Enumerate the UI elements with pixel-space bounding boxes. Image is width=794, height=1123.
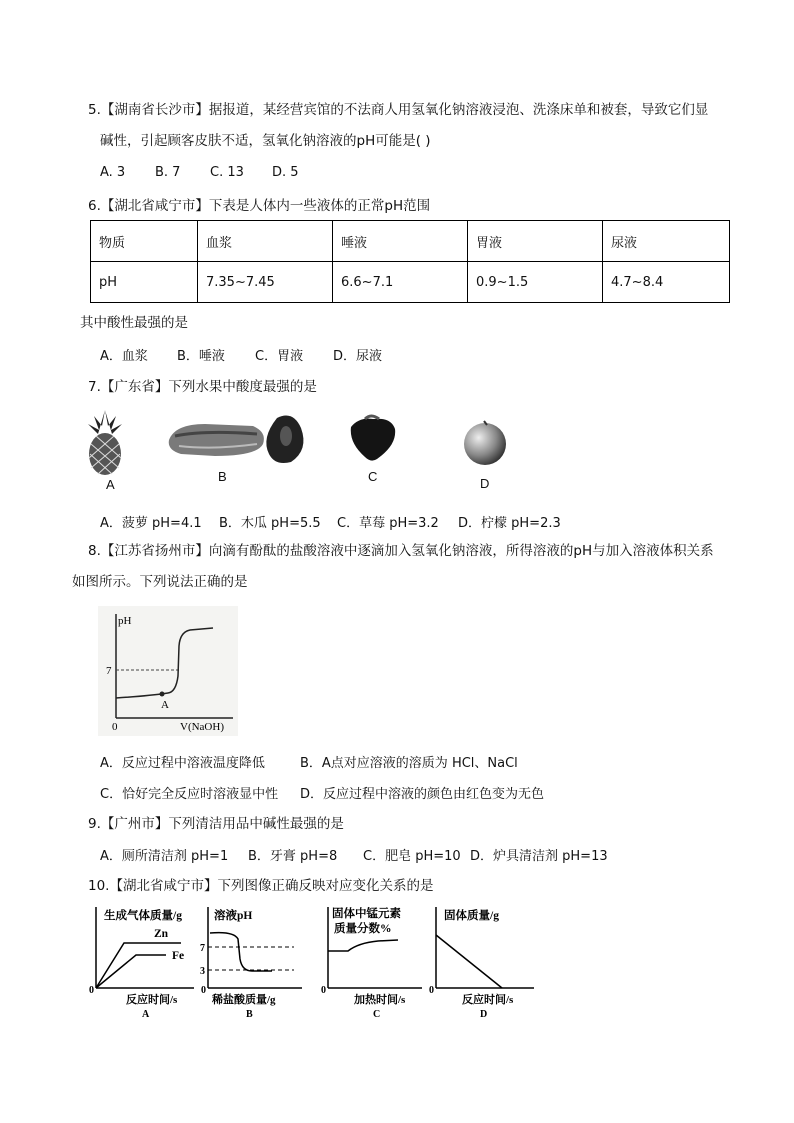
graph-a-ylabel: 生成气体质量/g <box>104 910 182 922</box>
q6-option-c: C．胃液 <box>255 349 304 364</box>
q9-option-b: B．牙膏 pH=8 <box>248 849 338 864</box>
fruit-caption-c: C <box>368 469 378 484</box>
q6-title: 6.【湖北省咸宁市】下表是人体内一些液体的正常pH范围 <box>88 198 431 214</box>
graph-b-ylabel: 溶液pH <box>214 910 253 922</box>
graph-d-origin: 0 <box>429 985 434 996</box>
mn-fraction-line <box>328 940 398 951</box>
table-cell: 7.35~7.45 <box>198 262 333 303</box>
graph-c-ylabel-2: 质量分数% <box>334 923 392 935</box>
graph-c <box>318 903 426 1021</box>
strawberry-image <box>345 413 401 463</box>
ph-graph-ylabel: pH <box>118 615 132 627</box>
q5-option-a: A. 3 <box>100 165 126 180</box>
q8-option-c: C．恰好完全反应时溶液显中性 <box>100 787 279 802</box>
table-cell: 物质 <box>91 221 198 262</box>
q7-option-a: A．菠萝 pH=4.1 <box>100 516 202 531</box>
graph-b <box>198 903 306 1021</box>
q5-option-c: C. 13 <box>210 165 244 180</box>
table-cell: 胃液 <box>468 221 603 262</box>
graph-a-origin: 0 <box>89 985 94 996</box>
q6-option-d: D．尿液 <box>333 349 383 364</box>
fruit-caption-b: B <box>218 469 227 484</box>
point-a <box>160 692 165 697</box>
ph-graph-y7: 7 <box>106 665 112 677</box>
table-cell: 唾液 <box>333 221 468 262</box>
ph-graph-point-label: A <box>161 699 169 711</box>
q9-option-a: A．厕所清洁剂 pH=1 <box>100 849 229 864</box>
ph-graph-xlabel: V(NaOH) <box>180 721 224 733</box>
fruit-caption-a: A <box>106 477 115 492</box>
table-cell: 4.7~8.4 <box>603 262 730 303</box>
fruit-caption-d: D <box>480 476 490 491</box>
q5-line2: 碱性，引起顾客皮肤不适，氢氧化钠溶液的pH可能是( ) <box>100 133 431 149</box>
graph-b-origin: 0 <box>201 985 206 996</box>
table-cell: pH <box>91 262 198 303</box>
table-cell: 尿液 <box>603 221 730 262</box>
q7-title: 7.【广东省】下列水果中酸度最强的是 <box>88 379 317 395</box>
q6-option-b: B．唾液 <box>177 349 225 364</box>
lemon-image <box>460 417 510 467</box>
q9-option-d: D．炉具清洁剂 pH=13 <box>470 849 608 864</box>
ph-curve <box>210 933 272 971</box>
pineapple-image <box>82 408 128 476</box>
graph-a-tag: A <box>142 1009 150 1020</box>
ph-titration-graph <box>98 606 238 736</box>
q9-option-c: C．肥皂 pH=10 <box>363 849 461 864</box>
q9-title: 9.【广州市】下列清洁用品中碱性最强的是 <box>88 816 344 832</box>
graph-a-zn-label: Zn <box>154 928 169 940</box>
q8-line1: 8.【江苏省扬州市】向滴有酚酞的盐酸溶液中逐滴加入氢氧化钠溶液，所得溶液的pH与加入溶液体积关系 <box>88 543 714 559</box>
q8-option-a: A．反应过程中溶液温度降低 <box>100 756 265 771</box>
graph-b-y7: 7 <box>200 943 205 954</box>
graph-b-xlabel: 稀盐酸质量/g <box>212 994 276 1006</box>
graph-c-origin: 0 <box>321 985 326 996</box>
q5-option-d: D. 5 <box>272 165 299 180</box>
graph-c-tag: C <box>373 1009 381 1020</box>
graph-a-fe-label: Fe <box>172 950 185 962</box>
graph-b-y3: 3 <box>200 966 205 977</box>
table-cell: 0.9~1.5 <box>468 262 603 303</box>
graph-c-xlabel: 加热时间/s <box>354 994 406 1006</box>
q7-option-c: C．草莓 pH=3.2 <box>337 516 439 531</box>
ph-table <box>90 220 730 303</box>
solid-mass-line <box>436 935 502 988</box>
papaya-image <box>165 410 310 468</box>
q6-after: 其中酸性最强的是 <box>80 315 188 331</box>
zn-line <box>96 943 181 988</box>
q7-option-b: B．木瓜 pH=5.5 <box>219 516 321 531</box>
q8-option-d: D．反应过程中溶液的颜色由红色变为无色 <box>300 787 545 802</box>
table-row <box>91 221 730 262</box>
table-row <box>91 262 730 303</box>
graph-d-ylabel: 固体质量/g <box>444 910 499 922</box>
q8-line2: 如图所示。下列说法正确的是 <box>72 574 248 590</box>
table-cell: 6.6~7.1 <box>333 262 468 303</box>
graph-a <box>86 903 198 1021</box>
ph-graph-origin: 0 <box>112 721 118 733</box>
graph-d-tag: D <box>480 1009 488 1020</box>
q7-option-d: D．柠檬 pH=2.3 <box>458 516 561 531</box>
q10-title: 10.【湖北省咸宁市】下列图像正确反映对应变化关系的是 <box>88 878 434 894</box>
q6-option-a: A．血浆 <box>100 349 148 364</box>
graph-d-xlabel: 反应时间/s <box>462 994 514 1006</box>
graph-a-xlabel: 反应时间/s <box>126 994 178 1006</box>
graph-b-tag: B <box>246 1009 253 1020</box>
q5-option-b: B. 7 <box>155 165 181 180</box>
graph-d <box>426 903 538 1021</box>
graph-c-ylabel-1: 固体中锰元素 <box>332 908 401 920</box>
table-cell: 血浆 <box>198 221 333 262</box>
q8-option-b: B．A点对应溶液的溶质为 HCl、NaCl <box>300 756 518 771</box>
q5-line1: 5.【湖南省长沙市】据报道，某经营宾馆的不法商人用氢氧化钠溶液浸泡、洗涤床单和被套，导致它们显 <box>88 102 709 118</box>
